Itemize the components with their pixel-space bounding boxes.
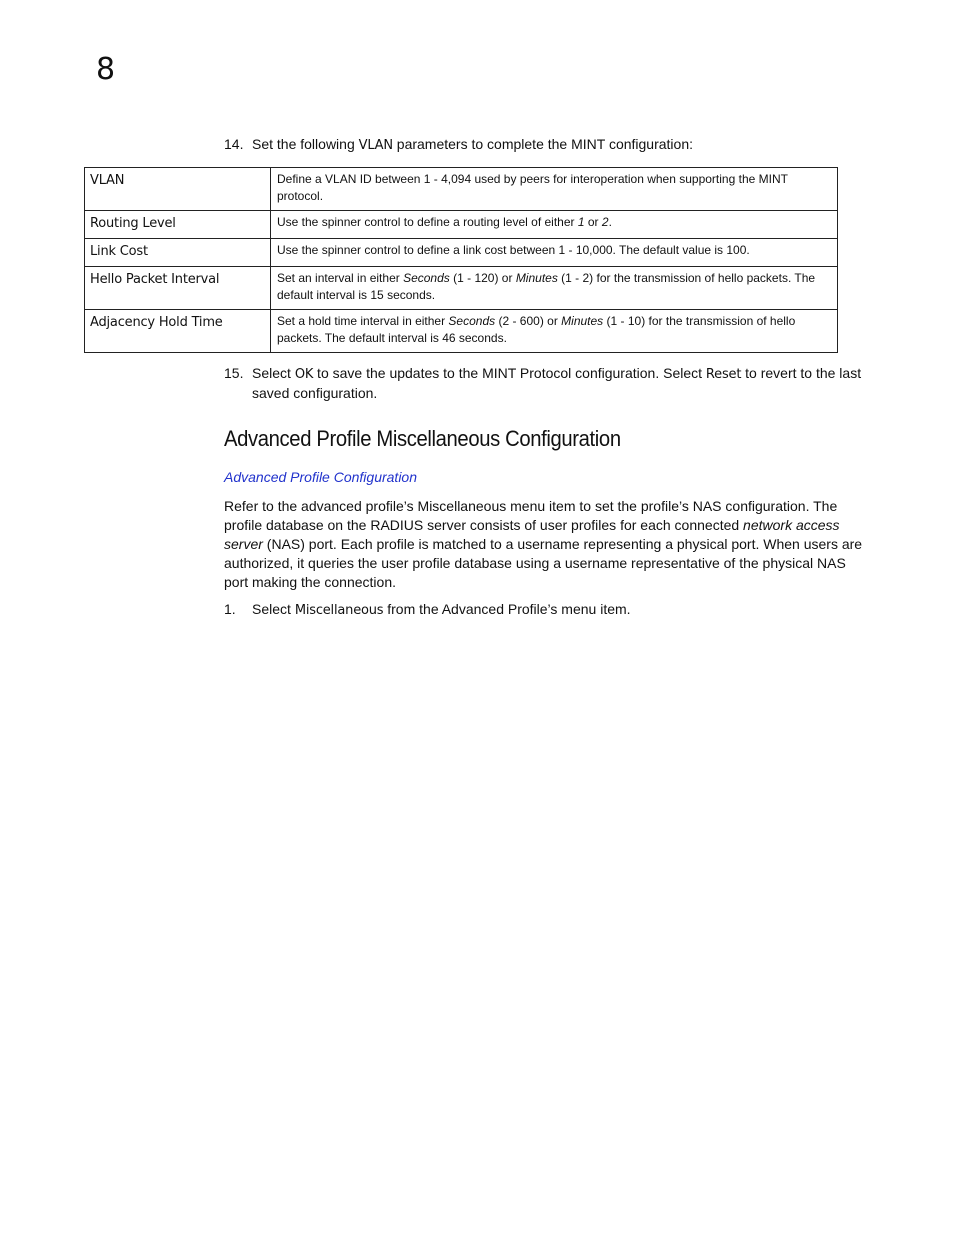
step-number: 14.: [224, 136, 244, 152]
paragraph-part: (NAS) port. Each profile is matched to a username representing a physical port. When users are authorized, it queries the user profile database using a username representative of the physical NAS port making the connection.: [224, 536, 863, 590]
keyword-vlan: VLAN: [358, 138, 393, 153]
desc-emphasis: Seconds: [448, 314, 496, 328]
param-name: VLAN: [85, 168, 271, 211]
paragraph-emphasis: network access server: [224, 517, 840, 552]
param-description: Use the spinner control to define a link cost between 1 - 10,000. The default value is 100.: [271, 239, 838, 267]
desc-part: (1 - 120) or: [449, 271, 516, 285]
table-row: [85, 239, 838, 267]
param-name: Adjacency Hold Time: [85, 310, 271, 353]
advanced-profile-configuration-link[interactable]: Advanced Profile Configuration: [224, 469, 418, 485]
param-description: [271, 211, 838, 239]
desc-emphasis: Seconds: [403, 271, 450, 285]
desc-emphasis: Minutes: [561, 314, 604, 328]
keyword-reset: Reset: [705, 367, 742, 382]
step-14: [224, 135, 870, 155]
desc-part: (1 - 10) for the transmission of hello packets. The default interval is 46 seconds.: [277, 314, 796, 345]
step-text-part: Set the following: [252, 136, 359, 152]
step-text-part: to save the updates to the MINT Protocol configuration. Select: [313, 365, 706, 381]
desc-part: Set a hold time interval in either: [277, 314, 449, 328]
step-15: [224, 364, 870, 403]
step-text: [252, 135, 870, 155]
desc-emphasis: Minutes: [515, 271, 558, 285]
table-row: [85, 168, 838, 211]
desc-part: or: [584, 215, 602, 229]
step-text-part: Select: [252, 365, 295, 381]
step-1: [224, 600, 870, 620]
desc-part: Set an interval in either: [277, 271, 404, 285]
step-number: 15.: [224, 365, 244, 381]
chapter-number: 8: [96, 52, 116, 87]
keyword-ok: OK: [294, 367, 314, 382]
param-description: [271, 310, 838, 353]
paragraph-part: Refer to the advanced profile’s Miscellaneous menu item to set the profile’s NAS configuration. The profile database on the RADIUS server consists of user profiles for each connected: [224, 498, 838, 533]
table-row: [85, 267, 838, 310]
step-text-part: to revert to the last saved configuration.: [252, 365, 862, 401]
step-text-part: Select: [252, 601, 295, 617]
param-name: Link Cost: [85, 239, 271, 267]
desc-part: (1 - 2) for the transmission of hello packets. The default interval is 15 seconds.: [277, 271, 816, 302]
desc-emphasis: 2: [601, 215, 609, 229]
param-description: [271, 267, 838, 310]
mint-vlan-parameters-table: [84, 167, 838, 353]
table-row: [85, 211, 838, 239]
table-row: [85, 310, 838, 353]
desc-part: (2 - 600) or: [495, 314, 562, 328]
step-number: 1.: [224, 601, 236, 617]
param-name: Routing Level: [85, 211, 271, 239]
param-description: Define a VLAN ID between 1 - 4,094 used by peers for interoperation when supporting the MINT protocol.: [271, 168, 838, 211]
body-paragraph: [224, 497, 870, 592]
step-text: [252, 364, 870, 403]
step-text-part: parameters to complete the MINT configuration:: [392, 136, 693, 152]
desc-emphasis: 1: [577, 215, 585, 229]
step-text: [252, 600, 870, 620]
keyword-miscellaneous: Miscellaneous: [294, 603, 384, 618]
param-name: Hello Packet Interval: [85, 267, 271, 310]
step-text-part: from the Advanced Profile’s menu item.: [383, 601, 631, 617]
section-heading: Advanced Profile Miscellaneous Configuration: [224, 426, 621, 451]
desc-part: .: [608, 215, 612, 229]
desc-part: Use the spinner control to define a routing level of either: [277, 215, 578, 229]
